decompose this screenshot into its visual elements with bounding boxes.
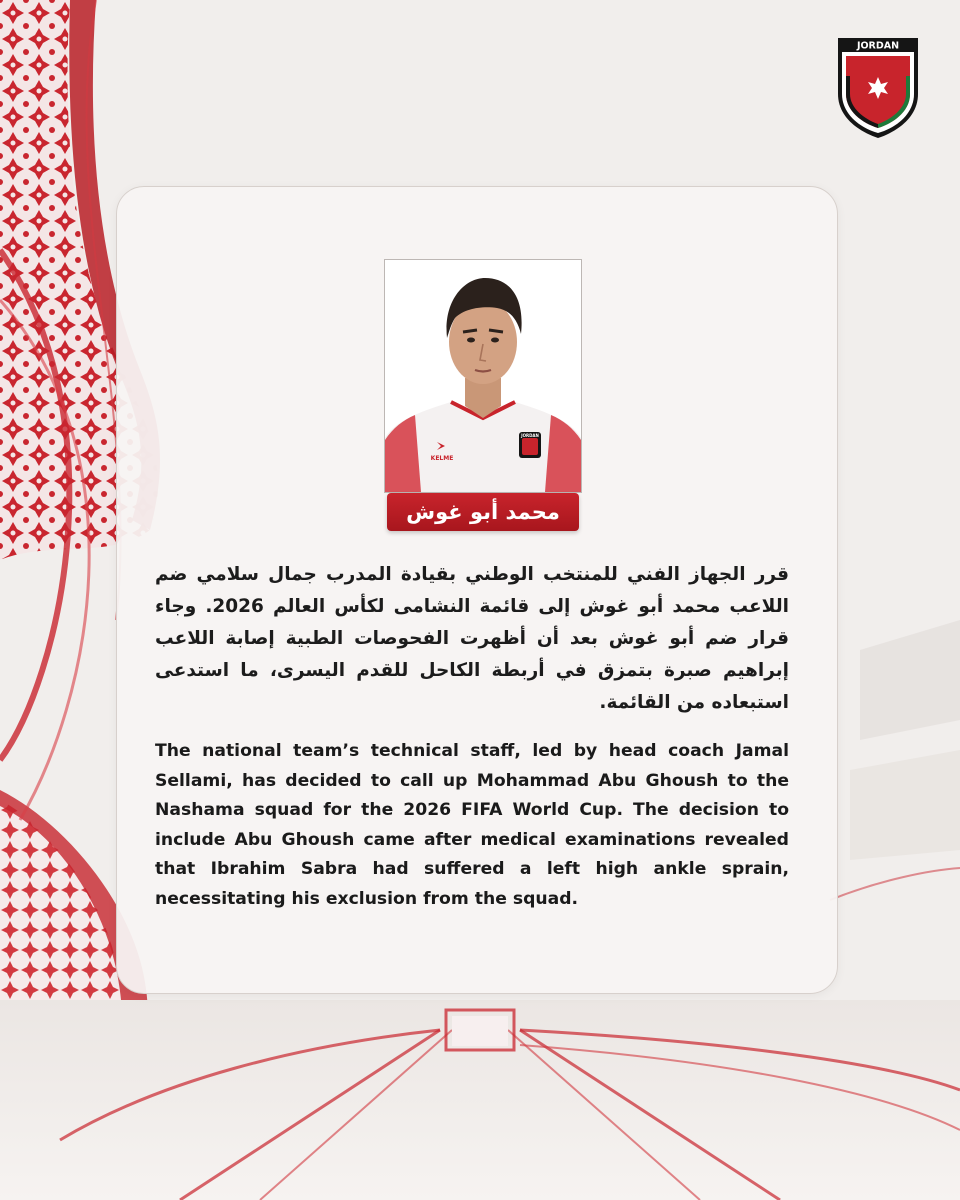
shirt-badge-label: JORDAN [521, 433, 539, 438]
player-portrait-illustration [385, 260, 581, 492]
player-photo [384, 259, 582, 493]
player-name-plate: محمد أبو غوش [387, 493, 579, 531]
arabic-paragraph: قرر الجهاز الفني للمنتخب الوطني بقيادة المدرب جمال سلامي ضم اللاعب محمد أبو غوش إلى قائمة النشامى لكأس العالم 2026. وجاء قرار ضم أبو غوش بعد أن أظهرت الفحوصات الطبية إصابة اللاعب إبراهيم صبرة بتمزق في أربطة الكاحل للقدم اليسرى، ما استدعى استبعاده من القائمة. [155, 564, 789, 713]
announcement-card [116, 186, 838, 994]
jordan-crest-logo [836, 36, 920, 140]
english-paragraph: The national team’s technical staff, led by head coach Jamal Sellami, has decided to call up Mohammad Abu Ghoush to the Nashama squad for the 2026 FIFA World Cup. The decision to include Abu Ghoush came after medical examinations revealed that Ibrahim Sabra had suffered a left high ankle sprain, necessitating his exclusion from the squad. [155, 741, 789, 909]
crest-label: JORDAN [856, 40, 900, 52]
shirt-brand: KELME [430, 455, 454, 462]
